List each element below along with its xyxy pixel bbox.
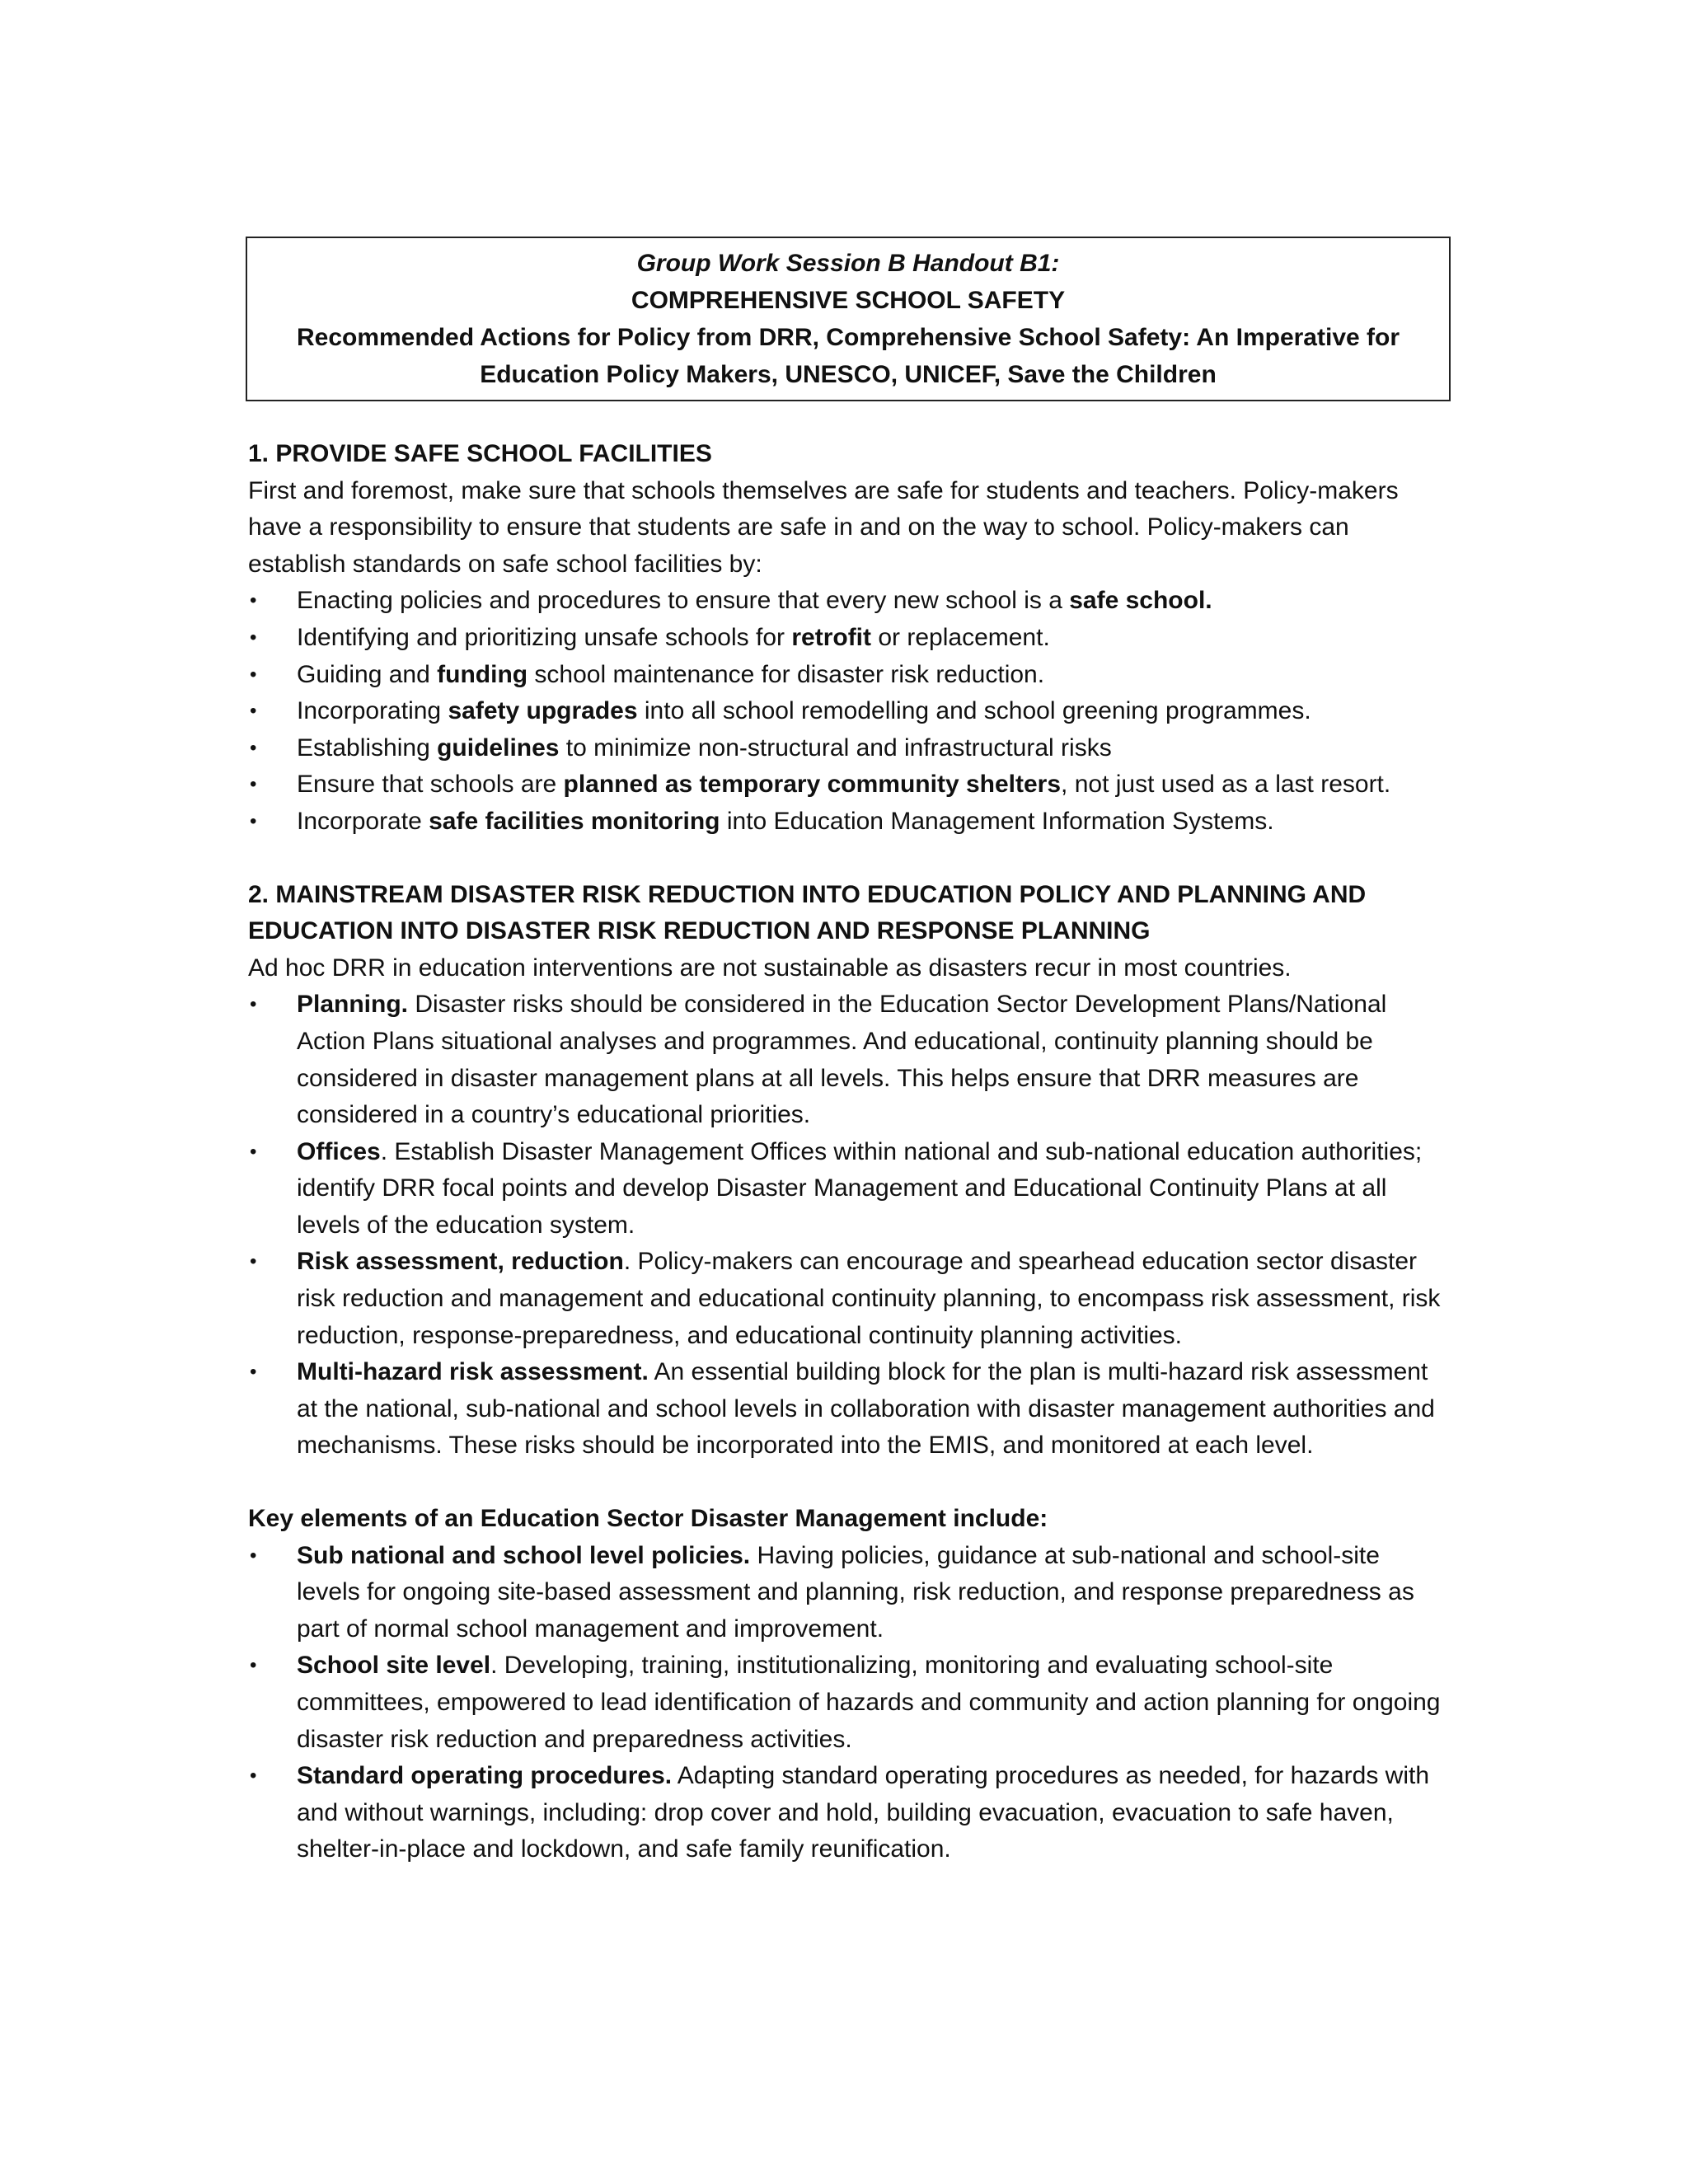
- list-item: • Identifying and prioritizing unsafe schools for retrofit or replacement.: [248, 620, 1451, 657]
- list-item: • Enacting policies and procedures to ensure that every new school is a safe school.: [248, 583, 1451, 620]
- section-2-intro: Ad hoc DRR in education interventions are not sustainable as disasters recur in most countries.: [248, 954, 1292, 982]
- section-2-list: [248, 987, 1451, 1465]
- bullet-icon: •: [250, 626, 257, 649]
- bullet-icon: •: [250, 663, 257, 686]
- list-item: • School site level. Developing, training, institutionalizing, monitoring and evaluating school-site committees, empowered to lead identification of hazards and community and action planning for ongoing disaster risk reduction and preparedness activities.: [248, 1647, 1451, 1758]
- list-item: • Guiding and funding school maintenance for disaster risk reduction.: [248, 657, 1451, 694]
- bullet-icon: •: [250, 1654, 257, 1677]
- handout-header-box: [246, 237, 1451, 401]
- list-item: • Sub national and school level policies. Having policies, guidance at sub-national and school-site levels for ongoing site-based assessment and planning, risk reduction, and response preparedness as part of normal school management and improvement.: [248, 1538, 1451, 1648]
- bullet-icon: •: [250, 773, 257, 796]
- section-spacer: [248, 841, 1451, 877]
- section-3-list: [248, 1538, 1451, 1868]
- bullet-icon: •: [250, 1361, 257, 1384]
- bullet-icon: •: [250, 1140, 257, 1163]
- section-1-intro: First and foremost, make sure that schools themselves are safe for students and teachers. Policy-makers have a responsibility to ensure that students are safe in and on the way to school. Policy-makers can establish standards on safe school facilities by:: [248, 476, 1399, 578]
- section-1-title: 1. PROVIDE SAFE SCHOOL FACILITIES: [248, 440, 712, 467]
- bullet-icon: •: [250, 1250, 257, 1273]
- list-item: • Establishing guidelines to minimize non-structural and infrastructural risks: [248, 730, 1451, 767]
- bullet-icon: •: [250, 993, 257, 1016]
- bullet-icon: •: [250, 1765, 257, 1788]
- document-page: [246, 237, 1451, 1868]
- document-subtitle: Recommended Actions for Policy from DRR, Comprehensive School Safety: An Imperative for Education Policy Makers, UNESCO, UNICEF, Save the Children: [296, 324, 1400, 388]
- list-item: • Offices. Establish Disaster Management Offices within national and sub-national education authorities; identify DRR focal points and develop Disaster Management and Educational Continuity Plans at all levels of the education system.: [248, 1134, 1451, 1244]
- section-3-title: Key elements of an Education Sector Disaster Management include:: [248, 1505, 1048, 1533]
- document-body: [246, 436, 1451, 1868]
- section-spacer: [248, 1465, 1451, 1501]
- bullet-icon: •: [250, 700, 257, 723]
- list-item: • Ensure that schools are planned as temporary community shelters, not just used as a last resort.: [248, 766, 1451, 804]
- list-item: • Risk assessment, reduction. Policy-makers can encourage and spearhead education sector disaster risk reduction and management and educational continuity planning, to encompass risk assessment, risk reduction, response-preparedness, and educational continuity planning activities.: [248, 1244, 1451, 1354]
- bullet-icon: •: [250, 736, 257, 759]
- list-item: • Planning. Disaster risks should be considered in the Education Sector Development Plans/National Action Plans situational analyses and programmes. And educational, continuity planning should be considered in disaster management plans at all levels. This helps ensure that DRR measures are considered in a country’s educational priorities.: [248, 987, 1451, 1133]
- section-2-title: 2. MAINSTREAM DISASTER RISK REDUCTION INTO EDUCATION POLICY AND PLANNING AND EDUCATION INTO DISASTER RISK REDUCTION AND RESPONSE PLANNING: [248, 880, 1367, 945]
- bullet-icon: •: [250, 809, 257, 832]
- document-title: COMPREHENSIVE SCHOOL SAFETY: [631, 287, 1066, 314]
- bullet-icon: •: [250, 1544, 257, 1567]
- bullet-icon: •: [250, 589, 257, 612]
- list-item: • Standard operating procedures. Adapting standard operating procedures as needed, for hazards with and without warnings, including: drop cover and hold, building evacuation, evacuation to safe haven, shelter-in-place and lockdown, and safe family reunification.: [248, 1758, 1451, 1868]
- list-item: • Multi-hazard risk assessment. An essential building block for the plan is multi-hazard risk assessment at the national, sub-national and school levels in collaboration with disaster management authorities and mechanisms. These risks should be incorporated into the EMIS, and monitored at each level.: [248, 1354, 1451, 1465]
- section-1-list: [248, 583, 1451, 840]
- list-item: • Incorporating safety upgrades into all school remodelling and school greening programmes.: [248, 693, 1451, 730]
- handout-label: Group Work Session B Handout B1:: [636, 250, 1060, 277]
- list-item: • Incorporate safe facilities monitoring into Education Management Information Systems.: [248, 804, 1451, 841]
